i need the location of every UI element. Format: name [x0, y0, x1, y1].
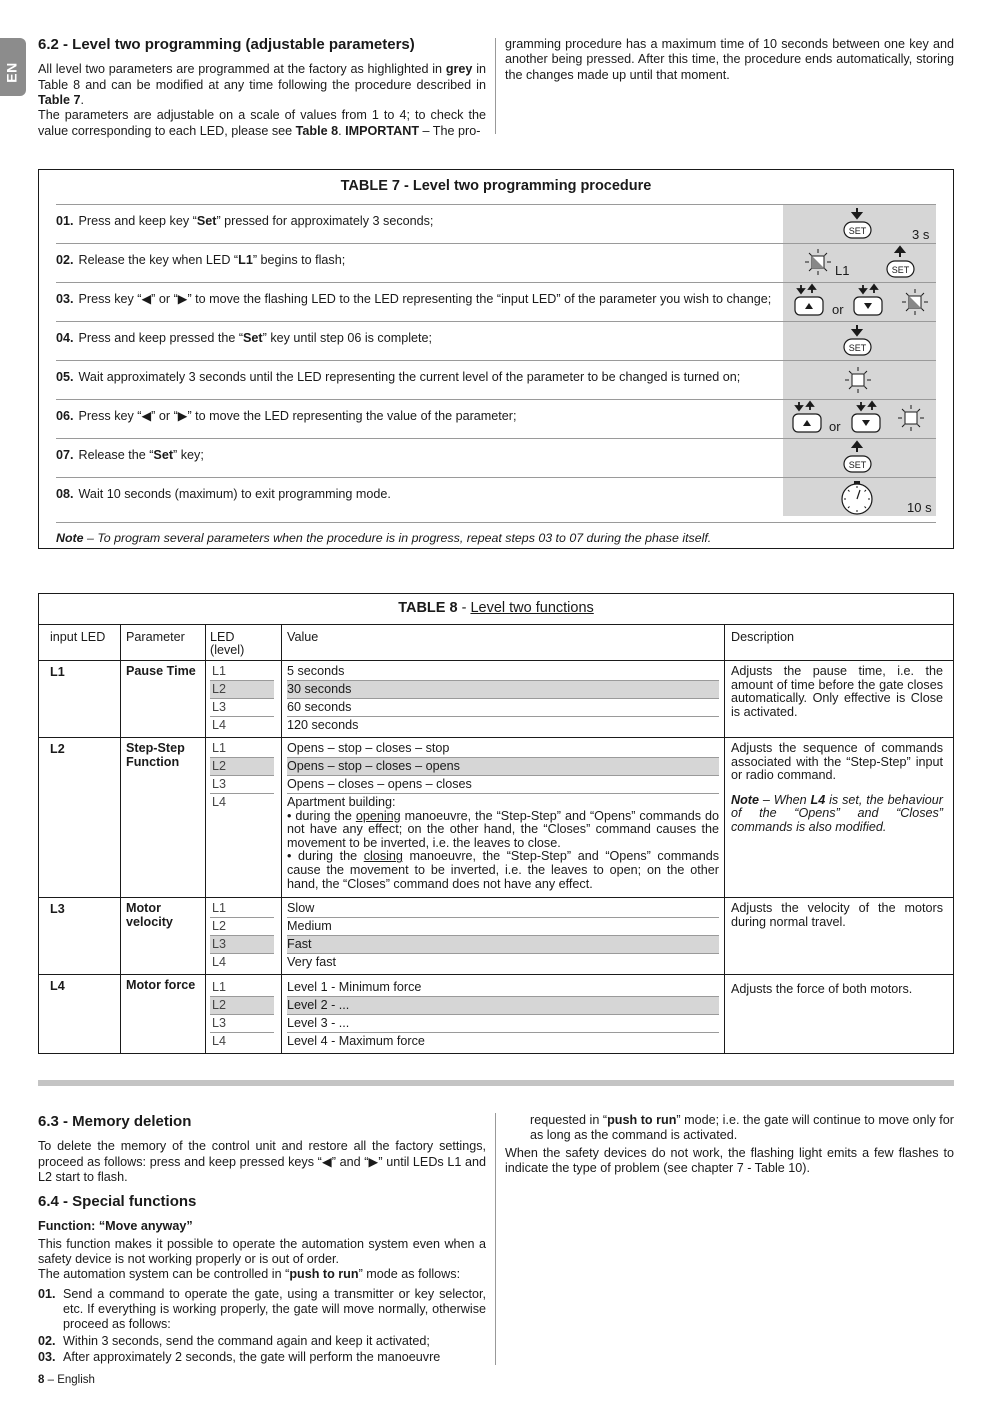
- description: [731, 742, 943, 835]
- level-value-default: Fast: [287, 936, 719, 954]
- table-7-row-03: [56, 282, 936, 321]
- header-led-level: LED (level): [210, 630, 245, 657]
- level-label: L4: [212, 795, 227, 809]
- closing-bullet: • during the closing manoeuvre, the “Step-Step” and “Opens” commands cause the movement to be inverted, i.e. the leaves to open; on the other hand, the “Closes” command does not have any effect.: [287, 849, 720, 891]
- step-illustration: [783, 322, 936, 360]
- step-text: 02. Release the key when LED “L1” begins to flash;: [56, 253, 346, 267]
- set-key-label: SET: [891, 265, 910, 275]
- table-7: [38, 169, 954, 549]
- language-tab: [0, 38, 26, 96]
- arrow-keys-led-icon: [783, 283, 936, 321]
- step-text: 03. Press key “◀” or “▶” to move the flashing LED to the LED representing the “input LED” of the parameter you wish to change;: [56, 292, 772, 306]
- section-6-2: [38, 36, 486, 139]
- level-label: L1: [210, 979, 274, 997]
- section-6-3-text: To delete the memory of the control unit and restore all the factory settings, proceed as follows: press and keep pressed keys “◀” and “▶” until LEDs L1 and L2 start to flash.: [38, 1139, 486, 1185]
- description-text: Adjusts the sequence of commands associated with the “Step-Step” input or radio command.: [731, 741, 943, 783]
- level-value: Medium: [287, 918, 719, 936]
- led-l1-label: L1: [835, 263, 850, 278]
- step-text: 06. Press key “◀” or “▶” to move the LED representing the value of the parameter;: [56, 409, 517, 423]
- table-8-group-l1: [39, 661, 953, 738]
- level-value-default: 30 seconds: [287, 681, 719, 699]
- level-value-default: Opens – stop – closes – opens: [287, 758, 719, 776]
- set-key-label: SET: [848, 226, 867, 236]
- input-led: L3: [50, 902, 65, 916]
- step-text: 08. Wait 10 seconds (maximum) to exit programming mode.: [56, 487, 391, 501]
- arrow-keys-led-on-icon: [783, 400, 936, 438]
- step-text: 05. Wait approximately 3 seconds until the LED representing the current level of the parameter to be changed is turned on;: [56, 370, 741, 384]
- table-8-title: TABLE 8 - Level two functions: [39, 594, 953, 625]
- level-value: Opens – closes – opens – closes: [287, 776, 719, 794]
- table-7-row-06: [56, 399, 936, 438]
- step-illustration: [783, 400, 936, 438]
- level-label: L4: [212, 718, 227, 732]
- step-illustration: [783, 478, 936, 516]
- level-value: Opens – stop – closes – stop: [287, 740, 719, 758]
- parameter-name: Motor velocity: [126, 901, 173, 929]
- step-03-continued: requested in “push to run” mode; i.e. the gate will continue to move only for as long as the command is activated.: [530, 1113, 954, 1143]
- procedure-step: 03. After approximately 2 seconds, the gate will perform the manoeuvre: [38, 1350, 441, 1365]
- page-number: 8: [38, 1374, 45, 1386]
- procedure-steps: [38, 1287, 486, 1366]
- level-label: L2: [210, 997, 274, 1015]
- header-value: Value: [287, 630, 319, 644]
- level-value: Very fast: [287, 955, 336, 969]
- level-label: L3: [210, 699, 274, 717]
- level-value: 60 seconds: [287, 699, 719, 717]
- step-text: 07. Release the “Set” key;: [56, 448, 204, 462]
- section-6-2-paragraph-1: All level two parameters are programmed at the factory as highlighted in grey in Table 8 and can be modified at any time following the procedure described in Table 7.: [38, 62, 486, 108]
- level-label: L3: [210, 1015, 274, 1033]
- step-illustration: [783, 244, 936, 282]
- column-divider: [495, 38, 496, 134]
- level-value: Slow: [287, 900, 719, 918]
- description: Adjusts the force of both motors.: [731, 982, 913, 996]
- table-8-group-l4: [39, 975, 953, 1053]
- procedure-step: 02. Within 3 seconds, send the command again and keep it activated;: [38, 1333, 430, 1348]
- table-7-note: Note – To program several parameters when the procedure is in progress, repeat steps 03 to 07 during the phase itself.: [56, 522, 936, 546]
- table-8-group-l2: [39, 738, 953, 898]
- section-6-2-paragraph-2: The parameters are adjustable on a scale of values from 1 to 4; to check the value corresponding to each LED, please see Table 8. IMPORTANT – The pro-: [38, 108, 486, 138]
- press-set-icon: [783, 322, 936, 360]
- opening-bullet: • during the opening manoeuvre, the “Step-Step” and “Opens” commands do not have any effect; on the other hand, the “Closes” command causes the movement to be inverted, i.e. the leaves to close.: [287, 808, 719, 850]
- table-7-row-02: [56, 243, 936, 282]
- level-label: L4: [212, 955, 227, 969]
- section-6-4-paragraph-1: This function makes it possible to operate the automation system even when a safety device is not working properly or is out of order.: [38, 1236, 486, 1267]
- level-value: [287, 794, 719, 891]
- level-label: L4: [212, 1034, 227, 1048]
- set-key-label: SET: [848, 343, 867, 353]
- table-7-row-08: [56, 477, 936, 516]
- section-6-4-continued: [505, 1113, 954, 1176]
- level-label: L3: [210, 776, 274, 794]
- parameter-name: Step-Step Function: [126, 741, 185, 769]
- procedure-step: 01. Send a command to operate the gate, using a transmitter or key selector, etc. If everything is working properly, the gate will move normally, otherwise proceed as follows:: [38, 1286, 486, 1332]
- description-note: Note – When L4 is set, the behaviour of the “Opens” and “Closes” commands is also modified.: [731, 792, 943, 834]
- section-6-4-title: 6.4 - Special functions: [38, 1193, 197, 1210]
- section-6-4: [38, 1193, 486, 1367]
- table-7-row-05: [56, 360, 936, 399]
- or-label: or: [832, 302, 844, 317]
- header-description: Description: [731, 630, 794, 644]
- table-8-header: [39, 625, 953, 661]
- step-illustration: [783, 361, 936, 399]
- language-tab-label: EN: [3, 62, 20, 83]
- description: Adjusts the pause time, i.e. the amount of time before the gate closes automatically. Only effective is Close is activated.: [731, 664, 943, 719]
- parameter-name: Motor force: [126, 978, 196, 992]
- level-value: 120 seconds: [287, 718, 359, 732]
- or-label: or: [829, 419, 841, 434]
- led-on-icon: [783, 361, 936, 399]
- level-value: Level 4 - Maximum force: [287, 1034, 425, 1048]
- press-set-3s-icon: [783, 205, 936, 243]
- table-7-title: TABLE 7 - Level two programming procedure: [340, 178, 652, 194]
- level-value: Level 1 - Minimum force: [287, 979, 719, 997]
- apartment-building-label: Apartment building:: [287, 795, 396, 809]
- release-set-icon: [783, 439, 936, 477]
- table-7-row-07: [56, 438, 936, 477]
- step-illustration: [783, 283, 936, 321]
- step-text: 01. Press and keep key “Set” pressed for approximately 3 seconds;: [56, 214, 434, 228]
- level-label: L1: [210, 663, 274, 681]
- table-7-row-04: [56, 321, 936, 360]
- section-6-4-paragraph-2: The automation system can be controlled in “push to run” mode as follows:: [38, 1267, 461, 1282]
- step-illustration: [783, 439, 936, 477]
- input-led: L2: [50, 742, 65, 756]
- duration-label: 10 s: [907, 500, 932, 515]
- flashing-light-note: When the safety devices do not work, the flashing light emits a few flashes to indicate the type of problem (see chapter 7 - Table 10).: [505, 1145, 954, 1176]
- input-led: L1: [50, 665, 65, 679]
- level-value: 5 seconds: [287, 663, 719, 681]
- duration-label: 3 s: [912, 227, 930, 242]
- level-value: Level 3 - ...: [287, 1015, 719, 1033]
- table-8: [38, 593, 954, 1054]
- level-label: L2: [210, 918, 274, 936]
- header-input-led: input LED: [50, 630, 106, 644]
- level-label: L2: [210, 681, 274, 699]
- led-flash-release-icon: [783, 244, 936, 282]
- function-title: Function: “Move anyway”: [38, 1219, 193, 1234]
- step-text: 04. Press and keep pressed the “Set” key until step 06 is complete;: [56, 331, 433, 345]
- step-illustration: [783, 205, 936, 243]
- footer-language: – English: [44, 1374, 95, 1386]
- section-6-3: [38, 1113, 486, 1185]
- section-6-3-title: 6.3 - Memory deletion: [38, 1113, 192, 1130]
- set-key-label: SET: [848, 460, 867, 470]
- input-led: L4: [50, 979, 65, 993]
- section-6-2-continued-text: gramming procedure has a maximum time of 10 seconds between one key and another being pressed. After this time, the procedure ends automatically, storing the changes made up until that moment.: [505, 37, 954, 82]
- section-divider-bar: [38, 1080, 954, 1086]
- level-label: L1: [210, 900, 274, 918]
- column-divider: [495, 1113, 496, 1365]
- description: Adjusts the velocity of the motors during normal travel.: [731, 901, 943, 929]
- page-footer: [38, 1373, 95, 1387]
- level-label: L2: [210, 758, 274, 776]
- section-6-2-continued: [505, 37, 954, 83]
- level-label: L1: [210, 740, 274, 758]
- stopwatch-icon: [783, 478, 936, 516]
- level-value-default: Level 2 - ...: [287, 997, 719, 1015]
- table-7-row-01: [56, 204, 936, 243]
- level-label: L3: [210, 936, 274, 954]
- parameter-name: Pause Time: [126, 664, 196, 678]
- section-6-2-title: 6.2 - Level two programming (adjustable parameters): [38, 36, 415, 53]
- header-parameter: Parameter: [126, 630, 185, 644]
- table-8-group-l3: [39, 898, 953, 975]
